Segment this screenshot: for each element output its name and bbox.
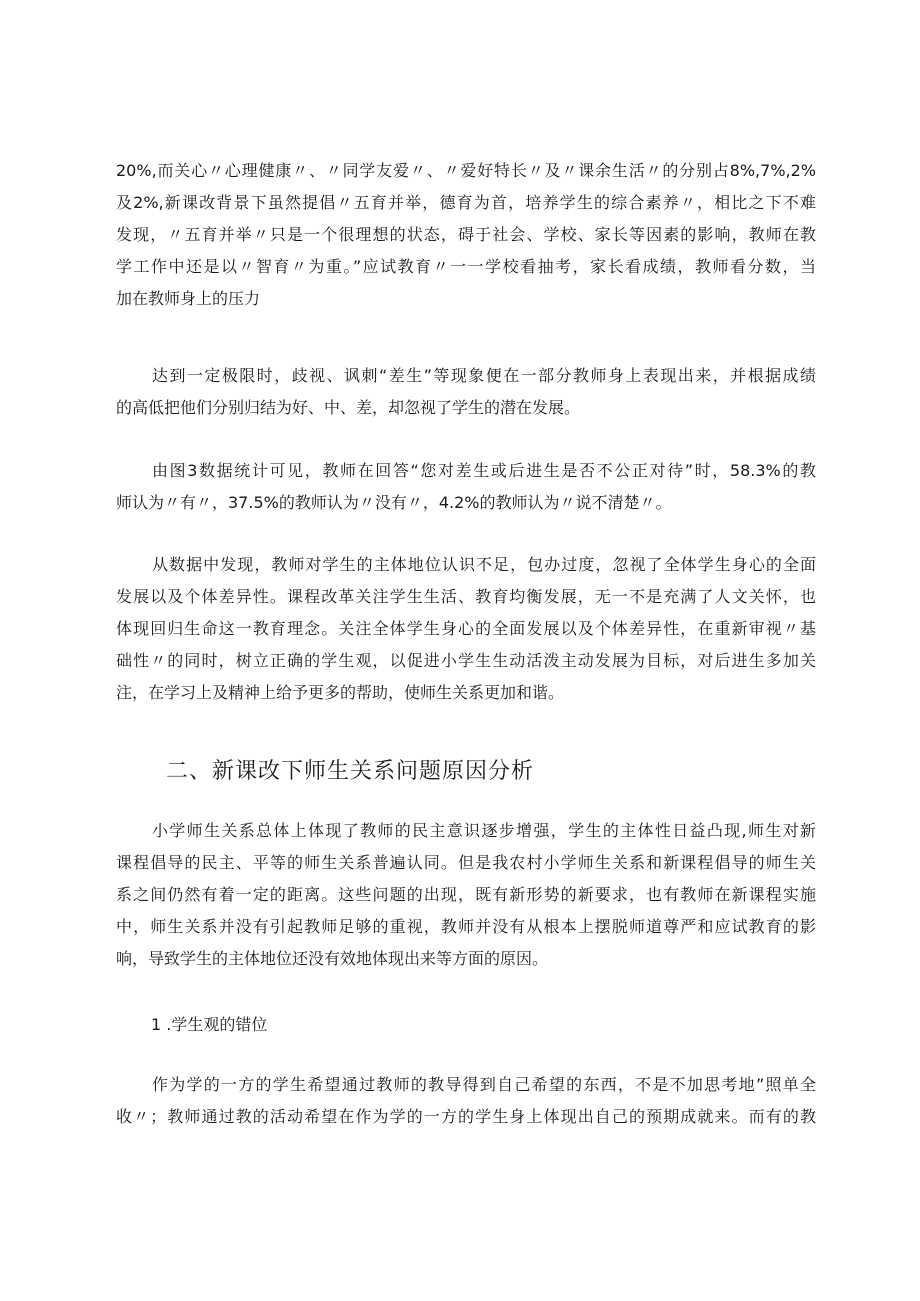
text-line: 系之间仍然有着一定的距离。这些问题的出现，既有新形势的新要求，也有教师在新课程实施 — [116, 885, 816, 904]
text-line: 师认为〃有〃，37.5%的教师认为〃没有〃，4.2%的教师认为〃说不清楚〃。 — [116, 493, 672, 512]
paragraph-6 — [116, 1069, 816, 1133]
text-line: 作为学的一方的学生希望通过教师的教导得到自己希望的东西，不是不加思考地”照单全 — [152, 1075, 816, 1094]
text-line: 的高低把他们分别归结为好、中、差，却忽视了学生的潜在发展。 — [116, 398, 581, 417]
text-line: 加在教师身上的压力 — [116, 289, 261, 308]
text-line: 发展以及个体差异性。课程改革关注学生生活、教育均衡发展，无一不是充满了人文关怀，也 — [116, 587, 816, 606]
text-line: 由图3数据统计可见，教师在回答“您对差生或后进生是否不公正对待”时，58.3%的教 — [152, 461, 816, 480]
paragraph-5 — [116, 815, 816, 975]
paragraph-4 — [116, 549, 816, 709]
text-line: 收〃；教师通过教的活动希望在作为学的一方的学生身上体现出自己的预期成就来。而有的教 — [116, 1107, 816, 1126]
text-line: 发现，〃五育并举〃只是一个很理想的状态，碍于社会、学校、家长等因素的影响，教师在教 — [116, 225, 816, 244]
paragraph-3 — [116, 455, 816, 519]
text-line: 从数据中发现，教师对学生的主体地位认识不足，包办过度，忽视了全体学生身心的全面 — [152, 555, 816, 574]
subsection-heading: 1 .学生观的错位 — [151, 1015, 268, 1034]
text-line: 学工作中还是以〃智育〃为重。”应试教育〃一一学校看抽考，家长看成绩，教师看分数，当 — [116, 257, 816, 276]
paragraph-1 — [116, 155, 816, 315]
text-line: 中，师生关系并没有引起教师足够的重视，教师并没有从根本上摆脱师道尊严和应试教育的影 — [116, 917, 816, 936]
paragraph-2 — [116, 360, 816, 424]
text-line: 达到一定极限时，歧视、讽刺“差生”等现象便在一部分教师身上表现出来，并根据成绩 — [152, 366, 816, 385]
text-line: 及2%,新课改背景下虽然提倡〃五育并举，德育为首，培养学生的综合素养〃，相比之下不难 — [116, 193, 816, 212]
text-line: 小学师生关系总体上体现了教师的民主意识逐步增强，学生的主体性日益凸现,师生对新 — [152, 821, 816, 840]
text-line: 响，导致学生的主体地位还没有效地体现出来等方面的原因。 — [116, 949, 549, 968]
text-line: 20%,而关心〃心理健康〃、〃同学友爱〃、〃爱好特长〃及〃课余生活〃的分别占8%,7%,2% — [116, 161, 816, 180]
text-line: 课程倡导的民主、平等的师生关系普遍认同。但是我农村小学师生关系和新课程倡导的师生关 — [116, 853, 816, 872]
text-line: 体现回归生命这一教育理念。关注全体学生身心的全面发展以及个体差异性，在重新审视〃基 — [116, 619, 816, 638]
section-heading: 二、新课改下师生关系问题原因分析 — [166, 759, 535, 784]
text-line: 础性〃的同时，树立正确的学生观，以促进小学生生动活泼主动发展为目标，对后进生多加关 — [116, 651, 816, 670]
text-line: 注，在学习上及精神上给予更多的帮助，使师生关系更加和谐。 — [116, 683, 565, 702]
